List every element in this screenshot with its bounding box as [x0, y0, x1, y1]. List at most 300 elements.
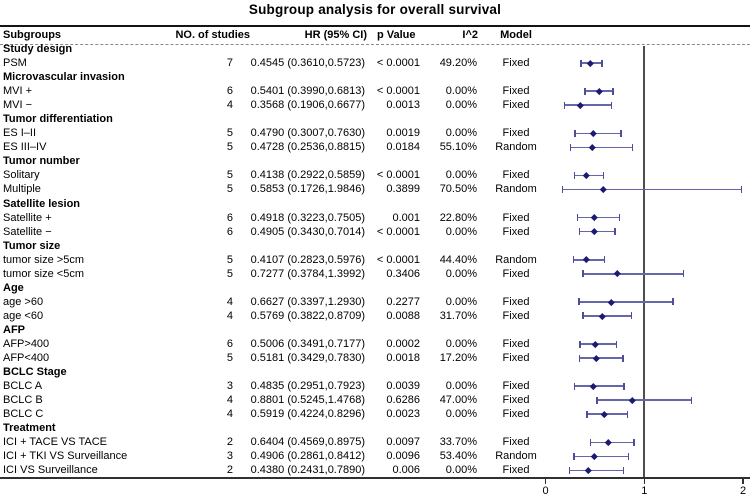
ci-cap-left: [579, 341, 581, 348]
hr-ci-value: [250, 421, 367, 435]
hr-ci-value: 0.3568 (0.1906,0.6677): [250, 99, 365, 112]
ci-cap-left: [573, 453, 575, 460]
model-value: Fixed: [502, 337, 530, 350]
hr-ci-value: 0.4545 (0.3610,0.5723): [250, 57, 365, 70]
ci-cap-left: [573, 256, 575, 263]
subgroup-label: MVI +: [3, 85, 33, 98]
no-of-studies-value: [150, 281, 250, 295]
p-value: 0.2277: [386, 295, 420, 308]
no-of-studies-value: [150, 239, 250, 253]
no-of-studies-value: 7: [226, 57, 233, 70]
model-value: [479, 281, 543, 295]
ci-cap-right: [672, 298, 674, 305]
table-row: [0, 168, 750, 182]
ci-cap-right: [623, 383, 625, 390]
table-row: [0, 379, 750, 393]
no-of-studies-value: [150, 42, 250, 56]
subgroup-label: BCLC Stage: [3, 366, 67, 379]
ci-cap-right: [616, 341, 618, 348]
p-value: 0.0097: [386, 436, 420, 449]
ci-cap-left: [580, 60, 582, 67]
no-of-studies-value: 4: [226, 408, 233, 421]
ci-line: [583, 273, 684, 275]
p-value: [367, 42, 421, 56]
model-value: [479, 421, 543, 435]
ci-cap-left: [569, 467, 571, 474]
ci-cap-left: [574, 383, 576, 390]
ci-line: [571, 147, 633, 149]
i2-value: 0.00%: [445, 295, 477, 308]
ci-cap-right: [741, 186, 743, 193]
model-value: [479, 154, 543, 168]
i2-value: 49.20%: [439, 57, 477, 70]
table-row: [0, 126, 750, 140]
x-axis-tick: [545, 479, 547, 484]
i2-value: [421, 421, 479, 435]
hr-ci-value: 0.5181 (0.3429,0.7830): [250, 352, 365, 365]
point-estimate-marker: [583, 172, 589, 178]
ci-line: [563, 189, 742, 191]
section-row: [0, 239, 750, 253]
hr-ci-value: [250, 154, 367, 168]
model-value: Random: [495, 183, 537, 196]
subgroup-label: age >60: [3, 295, 44, 308]
p-value: 0.0088: [386, 309, 420, 322]
i2-value: 22.80%: [439, 211, 477, 224]
no-of-studies-value: 6: [226, 85, 233, 98]
no-of-studies-value: 5: [226, 127, 233, 140]
hr-ci-value: [250, 323, 367, 337]
p-value: [367, 154, 421, 168]
subgroup-label: Multiple: [3, 183, 41, 196]
no-of-studies-value: 3: [226, 380, 233, 393]
hr-ci-value: 0.8801 (0.5245,1.4768): [250, 394, 365, 407]
ci-line: [575, 385, 624, 387]
point-estimate-marker: [591, 228, 597, 234]
ci-cap-left: [582, 270, 584, 277]
no-of-studies-value: 5: [226, 169, 233, 182]
ci-line: [583, 315, 631, 317]
section-row: [0, 365, 750, 379]
subgroup-label: ES I–II: [3, 127, 37, 140]
subgroup-label: BCLC A: [3, 380, 43, 393]
model-value: Random: [495, 450, 537, 463]
model-value: [479, 323, 543, 337]
point-estimate-marker: [591, 214, 597, 220]
ci-line: [574, 456, 629, 458]
model-value: Fixed: [502, 225, 530, 238]
no-of-studies-value: 6: [226, 211, 233, 224]
header-model: Model: [500, 29, 532, 41]
point-estimate-marker: [629, 397, 635, 403]
hr-ci-value: 0.4905 (0.3430,0.7014): [250, 225, 365, 238]
p-value: < 0.0001: [376, 57, 420, 70]
i2-value: 0.00%: [445, 408, 477, 421]
p-value: 0.0013: [386, 99, 420, 112]
header-no-of-studies: NO. of studies: [175, 29, 250, 41]
no-of-studies-value: [150, 154, 250, 168]
i2-value: 17.20%: [439, 352, 477, 365]
no-of-studies-value: 4: [226, 394, 233, 407]
point-estimate-marker: [591, 453, 597, 459]
hr-ci-value: [250, 281, 367, 295]
ci-cap-right: [627, 411, 629, 418]
ci-cap-right: [631, 312, 633, 319]
section-row: [0, 421, 750, 435]
subgroup-label: Age: [3, 281, 24, 294]
p-value: [367, 197, 421, 211]
table-row: [0, 463, 750, 477]
point-estimate-marker: [608, 299, 614, 305]
model-value: Random: [495, 141, 537, 154]
p-value: [367, 112, 421, 126]
table-row: [0, 393, 750, 407]
x-axis-tick-label: 1: [641, 485, 648, 497]
hr-ci-value: 0.5853 (0.1726,1.9846): [250, 183, 365, 196]
table-row: [0, 449, 750, 463]
no-of-studies-value: [150, 323, 250, 337]
subgroup-label: AFP: [3, 323, 25, 336]
subgroup-label: Satellite lesion: [3, 197, 81, 210]
hr-ci-value: 0.6404 (0.4569,0.8975): [250, 436, 365, 449]
p-value: < 0.0001: [376, 253, 420, 266]
x-axis-tick: [742, 479, 744, 484]
i2-value: [421, 281, 479, 295]
point-estimate-marker: [600, 186, 606, 192]
model-value: [479, 42, 543, 56]
i2-value: 0.00%: [445, 380, 477, 393]
point-estimate-marker: [614, 271, 620, 277]
hr-ci-value: 0.4380 (0.2431,0.7890): [250, 464, 365, 477]
hr-ci-value: 0.4138 (0.2922,0.5859): [250, 169, 365, 182]
ci-cap-right: [622, 355, 624, 362]
ci-cap-left: [596, 397, 598, 404]
subgroup-label: Microvascular invasion: [3, 71, 125, 84]
ci-cap-right: [619, 214, 621, 221]
ci-cap-left: [579, 355, 581, 362]
subgroup-label: ICI + TACE VS TACE: [3, 436, 108, 449]
subgroup-label: Tumor number: [3, 155, 80, 168]
table-row: [0, 98, 750, 112]
p-value: [367, 281, 421, 295]
p-value: < 0.0001: [376, 85, 420, 98]
i2-value: 53.40%: [439, 450, 477, 463]
subgroup-label: Treatment: [3, 422, 56, 435]
p-value: < 0.0001: [376, 225, 420, 238]
model-value: Fixed: [502, 57, 530, 70]
i2-value: 0.00%: [445, 85, 477, 98]
ci-cap-right: [628, 453, 630, 460]
no-of-studies-value: 4: [226, 99, 233, 112]
table-row: [0, 84, 750, 98]
subgroup-label: Solitary: [3, 169, 40, 182]
no-of-studies-value: 6: [226, 337, 233, 350]
subgroup-label: tumor size >5cm: [3, 253, 84, 266]
p-value: 0.0018: [386, 352, 420, 365]
point-estimate-marker: [593, 355, 599, 361]
model-value: Fixed: [502, 85, 530, 98]
subgroup-label: ICI VS Surveillance: [3, 464, 98, 477]
hr-ci-value: [250, 112, 367, 126]
ci-line: [591, 442, 635, 444]
ci-cap-left: [582, 312, 584, 319]
i2-value: 70.50%: [439, 183, 477, 196]
hr-ci-value: 0.7277 (0.3784,1.3992): [250, 267, 365, 280]
no-of-studies-value: [150, 197, 250, 211]
ci-cap-right: [614, 228, 616, 235]
table-row: [0, 182, 750, 196]
ci-cap-right: [604, 256, 606, 263]
model-value: Fixed: [502, 309, 530, 322]
model-value: [479, 239, 543, 253]
subgroup-label: ICI + TKI VS Surveillance: [3, 450, 128, 463]
i2-value: 0.00%: [445, 267, 477, 280]
ci-cap-left: [586, 411, 588, 418]
p-value: 0.0039: [386, 380, 420, 393]
point-estimate-marker: [599, 313, 605, 319]
no-of-studies-value: 3: [226, 450, 233, 463]
point-estimate-marker: [590, 383, 596, 389]
model-value: Fixed: [502, 99, 530, 112]
i2-value: 33.70%: [439, 436, 477, 449]
no-of-studies-value: [150, 365, 250, 379]
i2-value: [421, 42, 479, 56]
no-of-studies-value: [150, 421, 250, 435]
i2-value: 0.00%: [445, 99, 477, 112]
header-p-value: p Value: [377, 29, 416, 41]
no-of-studies-value: [150, 112, 250, 126]
point-estimate-marker: [577, 102, 583, 108]
subgroup-label: Study design: [3, 43, 73, 55]
point-estimate-marker: [592, 341, 598, 347]
model-value: [479, 70, 543, 84]
model-value: Fixed: [502, 408, 530, 421]
model-value: [479, 197, 543, 211]
subgroup-label: ES III–IV: [3, 141, 47, 154]
subgroup-label: Satellite +: [3, 211, 52, 224]
model-value: Fixed: [502, 352, 530, 365]
p-value: 0.0096: [386, 450, 420, 463]
model-value: Fixed: [502, 267, 530, 280]
i2-value: 55.10%: [439, 141, 477, 154]
i2-value: [421, 197, 479, 211]
hr-ci-value: [250, 239, 367, 253]
table-row: [0, 407, 750, 421]
model-value: Random: [495, 253, 537, 266]
model-value: [479, 365, 543, 379]
p-value: 0.6286: [386, 394, 420, 407]
point-estimate-marker: [605, 439, 611, 445]
table-rows: [0, 42, 750, 477]
no-of-studies-value: 5: [226, 141, 233, 154]
point-estimate-marker: [587, 60, 593, 66]
ci-cap-right: [620, 130, 622, 137]
model-value: Fixed: [502, 436, 530, 449]
subgroup-label: PSM: [3, 57, 27, 70]
section-row: [0, 154, 750, 168]
hr-ci-value: [250, 365, 367, 379]
p-value: 0.0023: [386, 408, 420, 421]
i2-value: 44.40%: [439, 253, 477, 266]
section-row: [0, 281, 750, 295]
model-value: Fixed: [502, 464, 530, 477]
no-of-studies-value: 5: [226, 183, 233, 196]
no-of-studies-value: 5: [226, 267, 233, 280]
no-of-studies-value: 4: [226, 295, 233, 308]
no-of-studies-value: 5: [226, 352, 233, 365]
x-axis-tick: [644, 479, 646, 484]
table-row: [0, 225, 750, 239]
i2-value: 31.70%: [439, 309, 477, 322]
no-of-studies-value: 6: [226, 225, 233, 238]
i2-value: [421, 323, 479, 337]
hr-ci-value: 0.5919 (0.4224,0.8296): [250, 408, 365, 421]
hr-ci-value: 0.4728 (0.2536,0.8815): [250, 141, 365, 154]
hr-ci-value: [250, 197, 367, 211]
p-value: < 0.0001: [376, 169, 420, 182]
p-value: [367, 70, 421, 84]
subgroup-label: AFP>400: [3, 337, 50, 350]
subgroup-label: Satellite −: [3, 225, 52, 238]
ci-cap-left: [579, 228, 581, 235]
model-value: [479, 112, 543, 126]
hr-ci-value: 0.5006 (0.3491,0.7177): [250, 337, 365, 350]
point-estimate-marker: [585, 467, 591, 473]
point-estimate-marker: [596, 88, 602, 94]
hr-ci-value: 0.4107 (0.2823,0.5976): [250, 253, 365, 266]
p-value: 0.001: [392, 211, 420, 224]
hr-ci-value: [250, 42, 367, 56]
section-row: [0, 112, 750, 126]
point-estimate-marker: [601, 411, 607, 417]
hr-ci-value: 0.4918 (0.3223,0.7505): [250, 211, 365, 224]
header-subgroups: Subgroups: [3, 29, 62, 41]
subgroup-label: tumor size <5cm: [3, 267, 84, 280]
ci-line: [597, 399, 691, 401]
i2-value: 47.00%: [439, 394, 477, 407]
subgroup-label: BCLC C: [3, 408, 44, 421]
model-value: Fixed: [502, 169, 530, 182]
table-row: [0, 267, 750, 281]
ci-cap-left: [590, 439, 592, 446]
ci-cap-left: [570, 144, 572, 151]
p-value: 0.3406: [386, 267, 420, 280]
hr-ci-value: 0.5401 (0.3990,0.6813): [250, 85, 365, 98]
ci-line: [577, 217, 619, 219]
p-value: 0.0019: [386, 127, 420, 140]
section-row: [0, 323, 750, 337]
ci-cap-right: [633, 439, 635, 446]
hr-ci-value: 0.5769 (0.3822,0.8709): [250, 309, 365, 322]
table-row: [0, 140, 750, 154]
i2-value: [421, 365, 479, 379]
ci-line: [579, 301, 673, 303]
ci-cap-left: [562, 186, 564, 193]
p-value: 0.0184: [386, 141, 420, 154]
ci-cap-left: [564, 102, 566, 109]
i2-value: [421, 154, 479, 168]
hr-ci-value: 0.6627 (0.3397,1.2930): [250, 295, 365, 308]
table-row: [0, 295, 750, 309]
model-value: Fixed: [502, 380, 530, 393]
subgroup-label: age <60: [3, 309, 44, 322]
x-axis-tick-label: 2: [739, 485, 747, 497]
table-row: [0, 253, 750, 267]
table-row: [0, 309, 750, 323]
ci-cap-left: [584, 88, 586, 95]
no-of-studies-value: 2: [226, 464, 233, 477]
header-i2: I^2: [462, 29, 478, 41]
i2-value: 0.00%: [445, 337, 477, 350]
ci-cap-right: [623, 467, 625, 474]
ci-line: [570, 470, 624, 472]
ci-cap-left: [574, 130, 576, 137]
ci-cap-right: [611, 102, 613, 109]
ci-cap-right: [632, 144, 634, 151]
no-of-studies-value: [150, 70, 250, 84]
hr-ci-value: 0.4906 (0.2861,0.8412): [250, 450, 365, 463]
ci-cap-right: [691, 397, 693, 404]
point-estimate-marker: [583, 256, 589, 262]
i2-value: 0.00%: [445, 225, 477, 238]
subgroup-label: BCLC B: [3, 394, 43, 407]
hr-ci-value: 0.4790 (0.3007,0.7630): [250, 127, 365, 140]
hr-ci-value: [250, 70, 367, 84]
no-of-studies-value: 4: [226, 309, 233, 322]
ci-line: [575, 133, 621, 135]
p-value: [367, 421, 421, 435]
table-row: [0, 211, 750, 225]
table-row: [0, 337, 750, 351]
model-value: Fixed: [502, 211, 530, 224]
point-estimate-marker: [589, 144, 595, 150]
ci-cap-left: [577, 214, 579, 221]
p-value: 0.3899: [386, 183, 420, 196]
no-of-studies-value: 2: [226, 436, 233, 449]
ci-cap-left: [578, 298, 580, 305]
ci-line: [579, 357, 622, 359]
table-row: [0, 56, 750, 70]
header-hr-ci: HR (95% CI): [304, 29, 367, 41]
section-row: [0, 42, 750, 56]
table-row: [0, 351, 750, 365]
p-value: 0.0002: [386, 337, 420, 350]
ci-cap-right: [603, 172, 605, 179]
point-estimate-marker: [590, 130, 596, 136]
subgroup-label: MVI −: [3, 99, 33, 112]
ci-cap-right: [612, 88, 614, 95]
subgroup-label: Tumor differentiation: [3, 113, 113, 126]
model-value: Fixed: [502, 127, 530, 140]
i2-value: [421, 70, 479, 84]
subgroup-label: Tumor size: [3, 239, 61, 252]
i2-value: 0.00%: [445, 464, 477, 477]
ci-line: [564, 104, 611, 106]
subgroup-label: AFP<400: [3, 352, 50, 365]
i2-value: 0.00%: [445, 169, 477, 182]
i2-value: 0.00%: [445, 127, 477, 140]
p-value: [367, 323, 421, 337]
p-value: 0.006: [392, 464, 420, 477]
x-axis-tick-label: 0: [542, 485, 549, 497]
p-value: [367, 365, 421, 379]
ci-cap-left: [574, 172, 576, 179]
no-of-studies-value: 5: [226, 253, 233, 266]
section-row: [0, 70, 750, 84]
p-value: [367, 239, 421, 253]
section-row: [0, 197, 750, 211]
chart-title: Subgroup analysis for overall survival: [248, 2, 502, 17]
